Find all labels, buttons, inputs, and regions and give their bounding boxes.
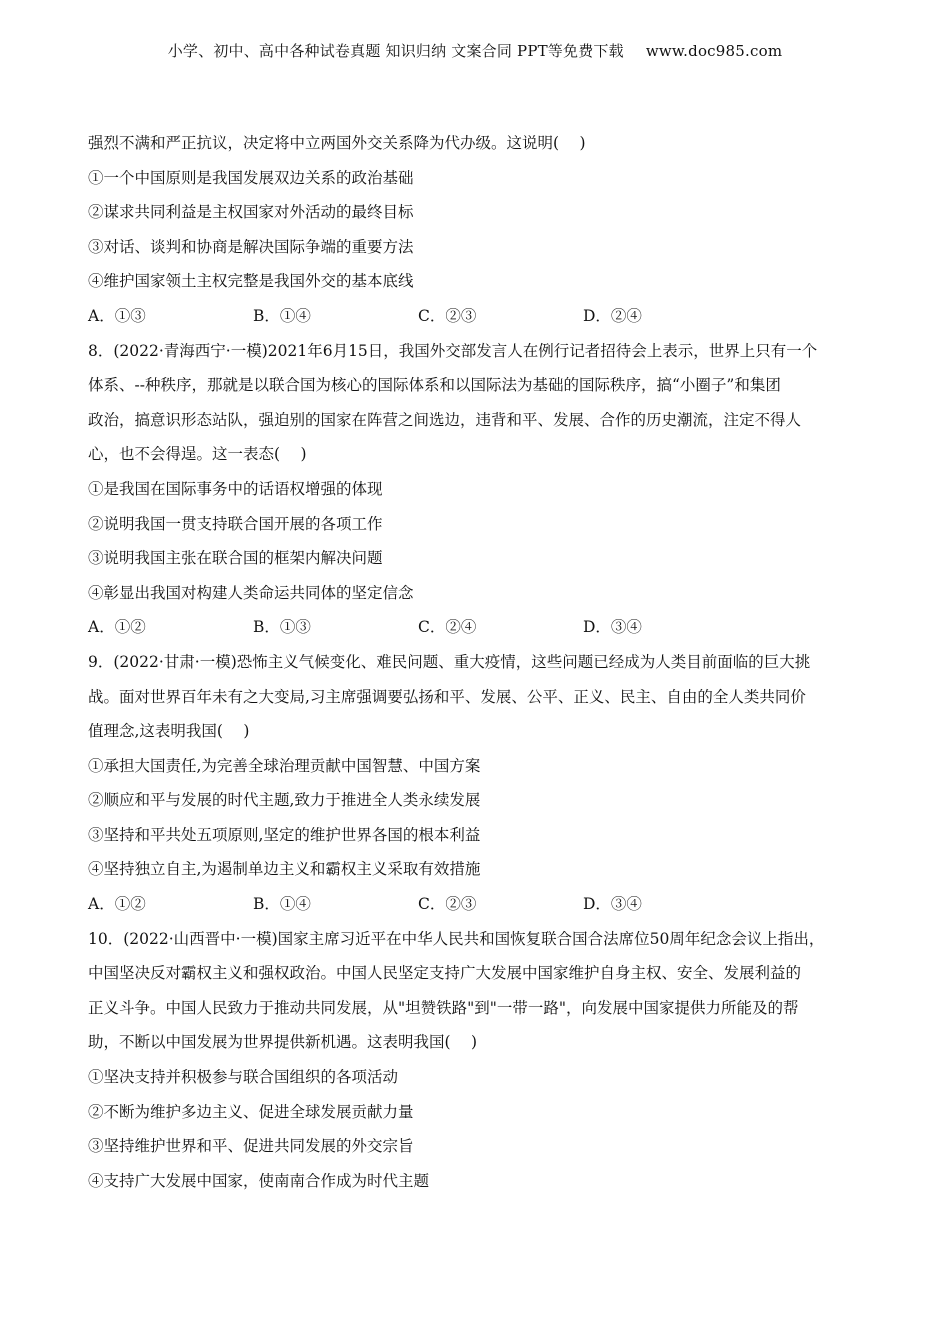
option-c[interactable]: C．②③ — [418, 306, 477, 325]
statement-item: ③坚持维护世界和平、促进共同发展的外交宗旨 — [88, 1137, 414, 1156]
question-text-line: 体系、--种秩序，那就是以联合国为核心的国际体系和以国际法为基础的国际秩序，搞“小圈子”和集团 — [88, 376, 781, 395]
question-8 — [88, 334, 872, 645]
statement-item: ③对话、谈判和协商是解决国际争端的重要方法 — [88, 237, 414, 256]
statement-item: ③说明我国主张在联合国的框架内解决问题 — [88, 549, 383, 568]
question-content — [88, 126, 872, 1198]
header-text: 小学、初中、高中各种试卷真题 知识归纳 文案合同 PPT等免费下载 — [167, 42, 624, 60]
question-text-line: 强烈不满和严正抗议，决定将中立两国外交关系降为代办级。这说明( ) — [88, 134, 586, 152]
answer-options — [88, 610, 872, 645]
option-a[interactable]: A．①② — [88, 895, 146, 914]
question-10 — [88, 922, 872, 1199]
question-text-line: 值理念,这表明我国( ) — [88, 722, 250, 741]
question-text-line: 政治，搞意识形态站队，强迫别的国家在阵营之间选边，违背和平、发展、合作的历史潮流，注定不得人 — [88, 410, 802, 429]
statement-item: ①是我国在国际事务中的话语权增强的体现 — [88, 479, 383, 498]
statement-item: ④彰显出我国对构建人类命运共同体的坚定信念 — [88, 583, 414, 602]
question-text-line: 战。面对世界百年未有之大变局,习主席强调要弘扬和平、发展、公平、正义、民主、自由的全人类共同价 — [88, 687, 806, 706]
question-9 — [88, 645, 872, 922]
option-b[interactable]: B．①④ — [253, 895, 311, 914]
statement-item: ④维护国家领土主权完整是我国外交的基本底线 — [88, 272, 414, 291]
question-text-line: 助，不断以中国发展为世界提供新机遇。这表明我国( ) — [88, 1033, 478, 1052]
answer-options — [88, 887, 872, 922]
option-b[interactable]: B．①③ — [253, 618, 311, 637]
option-d[interactable]: D．③④ — [583, 618, 642, 637]
statement-item: ②顺应和平与发展的时代主题,致力于推进全人类永续发展 — [88, 791, 481, 810]
question-text-line: 8．(2022·青海西宁·一模)2021年6月15日，我国外交部发言人在例行记者招待会上表示，世界上只有一个 — [88, 341, 818, 360]
statement-item: ④坚持独立自主,为遏制单边主义和霸权主义采取有效措施 — [88, 860, 481, 879]
question-text-line: 中国坚决反对霸权主义和强权政治。中国人民坚定支持广大发展中国家维护自身主权、安全、发展利益的 — [88, 964, 802, 983]
question-text-line: 正义斗争。中国人民致力于推动共同发展，从"坦赞铁路"到"一带一路"，向发展中国家提供力所能及的帮 — [88, 998, 799, 1017]
option-a[interactable]: A．①③ — [88, 306, 146, 325]
option-c[interactable]: C．②③ — [418, 895, 477, 914]
answer-options — [88, 299, 872, 334]
option-c[interactable]: C．②④ — [418, 618, 477, 637]
question-text-line: 心，也不会得逞。这一表态( ) — [88, 445, 307, 464]
option-d[interactable]: D．③④ — [583, 895, 642, 914]
statement-item: ②说明我国一贯支持联合国开展的各项工作 — [88, 514, 383, 533]
statement-item: ①承担大国责任,为完善全球治理贡献中国智慧、中国方案 — [88, 756, 481, 775]
question-text-line: 9．(2022·甘肃·一模)恐怖主义气候变化、难民问题、重大疫情，这些问题已经成为人类目前面临的巨大挑 — [88, 652, 811, 671]
option-a[interactable]: A．①② — [88, 618, 146, 637]
statement-item: ③坚持和平共处五项原则,坚定的维护世界各国的根本利益 — [88, 825, 481, 844]
statement-item: ①坚决支持并积极参与联合国组织的各项活动 — [88, 1068, 399, 1087]
page-header — [0, 40, 950, 61]
question-7 — [88, 126, 872, 334]
statement-item: ①一个中国原则是我国发展双边关系的政治基础 — [88, 168, 414, 187]
statement-item: ②不断为维护多边主义、促进全球发展贡献力量 — [88, 1102, 414, 1121]
option-d[interactable]: D．②④ — [583, 306, 642, 325]
statement-item: ②谋求共同利益是主权国家对外活动的最终目标 — [88, 203, 414, 222]
option-b[interactable]: B．①④ — [253, 306, 311, 325]
header-site-link[interactable]: www.doc985.com — [645, 42, 783, 60]
statement-item: ④支持广大发展中国家，使南南合作成为时代主题 — [88, 1171, 430, 1190]
question-text-line: 10．(2022·山西晋中·一模)国家主席习近平在中华人民共和国恢复联合国合法席位50周年纪念会议上指出， — [88, 929, 825, 948]
